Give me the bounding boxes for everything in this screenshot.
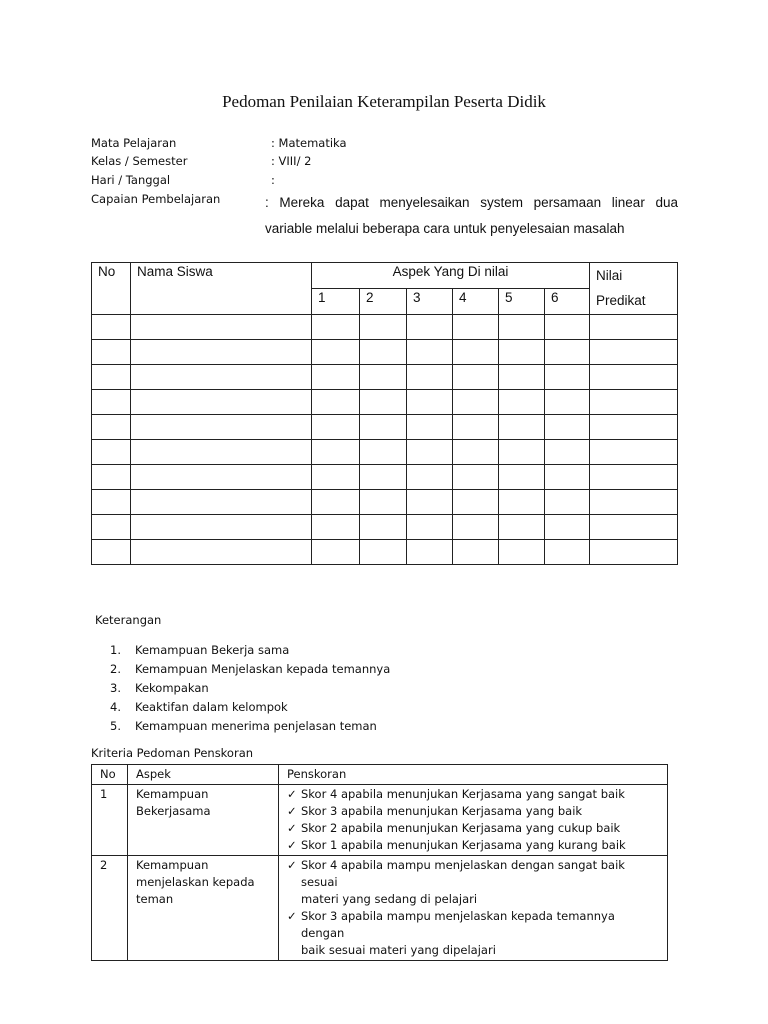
- info-label: Hari / Tanggal: [91, 173, 171, 187]
- table-cell: [312, 440, 360, 465]
- table-cell: [312, 490, 360, 515]
- header-aspek: Aspek Yang Di nilai: [312, 263, 590, 289]
- table-cell: [407, 465, 453, 490]
- header-nama-siswa: Nama Siswa: [131, 263, 312, 315]
- aspek-line: Bekerjasama: [136, 804, 211, 818]
- table-row: [92, 785, 668, 856]
- table-cell: [545, 315, 590, 340]
- table-cell: [312, 315, 360, 340]
- table-cell: [360, 440, 407, 465]
- header-aspek-2: 2: [360, 289, 407, 315]
- list-text: Keaktifan dalam kelompok: [135, 700, 288, 714]
- list-text: Kemampuan Menjelaskan kepada temannya: [135, 662, 391, 676]
- table-cell: [92, 515, 131, 540]
- kriteria-no: 1: [92, 785, 128, 856]
- kriteria-aspek: [128, 856, 279, 961]
- table-row: [92, 340, 678, 365]
- table-cell: [453, 365, 499, 390]
- checkmark-icon: ✓: [287, 909, 297, 923]
- item-line: Skor 2 apabila menunjukan Kerjasama yang cukup baik: [301, 821, 621, 835]
- table-cell: [545, 390, 590, 415]
- table-cell: [590, 540, 678, 565]
- capaian-line-2: variable melalui beberapa cara untuk penyelesaian masalah: [265, 221, 625, 236]
- table-cell: [360, 315, 407, 340]
- table-cell: [312, 465, 360, 490]
- table-cell: [545, 465, 590, 490]
- table-cell: [590, 465, 678, 490]
- checkmark-icon: ✓: [287, 838, 297, 852]
- table-cell: [499, 415, 545, 440]
- kriteria-header-no: No: [92, 765, 128, 785]
- table-row: [92, 515, 678, 540]
- list-item: [110, 717, 390, 736]
- table-cell: [453, 440, 499, 465]
- checkmark-icon: ✓: [287, 787, 297, 801]
- header-no: No: [92, 263, 131, 315]
- item-line: Skor 1 apabila menunjukan Kerjasama yang kurang baik: [301, 838, 626, 852]
- aspek-line: menjelaskan kepada: [136, 875, 255, 889]
- table-cell: [407, 365, 453, 390]
- table-cell: [590, 365, 678, 390]
- table-cell: [92, 540, 131, 565]
- list-number: 3.: [110, 681, 121, 695]
- table-cell: [360, 490, 407, 515]
- table-cell: [453, 415, 499, 440]
- header-predikat: Predikat: [596, 293, 646, 308]
- table-cell: [92, 340, 131, 365]
- table-cell: [131, 340, 312, 365]
- table-cell: [92, 365, 131, 390]
- table-cell: [545, 340, 590, 365]
- kriteria-header-aspek: Aspek: [128, 765, 279, 785]
- assessment-table-body: [92, 315, 678, 565]
- table-cell: [131, 490, 312, 515]
- info-label: Kelas / Semester: [91, 154, 188, 168]
- table-cell: [407, 390, 453, 415]
- table-cell: [360, 515, 407, 540]
- table-cell: [312, 390, 360, 415]
- table-row: [92, 365, 678, 390]
- assessment-table: [91, 262, 678, 565]
- kriteria-table: [91, 764, 668, 961]
- info-label: Mata Pelajaran: [91, 136, 177, 150]
- table-cell: [131, 390, 312, 415]
- item-line: materi yang sedang di pelajari: [301, 892, 478, 906]
- aspek-line: Kemampuan: [136, 858, 209, 872]
- table-cell: [545, 490, 590, 515]
- table-cell: [131, 515, 312, 540]
- table-cell: [545, 365, 590, 390]
- table-cell: [312, 540, 360, 565]
- kriteria-penskoran: [279, 785, 668, 856]
- table-cell: [590, 390, 678, 415]
- info-label: Capaian Pembelajaran: [91, 192, 221, 206]
- table-cell: [499, 440, 545, 465]
- capaian-line-1: : Mereka dapat menyelesaikan system persamaan linear dua: [265, 195, 678, 210]
- table-row: [92, 465, 678, 490]
- header-aspek-6: 6: [545, 289, 590, 315]
- table-cell: [92, 315, 131, 340]
- checkmark-icon: ✓: [287, 804, 297, 818]
- table-row: [92, 315, 678, 340]
- table-cell: [590, 440, 678, 465]
- header-aspek-3: 3: [407, 289, 453, 315]
- table-cell: [407, 440, 453, 465]
- kriteria-penskoran: [279, 856, 668, 961]
- table-cell: [407, 515, 453, 540]
- table-cell: [453, 515, 499, 540]
- table-cell: [131, 315, 312, 340]
- table-cell: [407, 540, 453, 565]
- keterangan-title: Keterangan: [95, 613, 162, 627]
- list-item: [287, 857, 659, 908]
- keterangan-list: [110, 641, 390, 736]
- table-row: [92, 856, 668, 961]
- table-cell: [131, 365, 312, 390]
- table-cell: [360, 390, 407, 415]
- list-item: [287, 837, 659, 854]
- item-line: Skor 4 apabila menunjukan Kerjasama yang sangat baik: [301, 787, 625, 801]
- list-item: [110, 660, 390, 679]
- aspek-line: teman: [136, 892, 174, 906]
- table-cell: [590, 315, 678, 340]
- table-cell: [499, 465, 545, 490]
- checkmark-icon: ✓: [287, 858, 297, 872]
- list-item: [287, 908, 659, 959]
- table-row: [92, 440, 678, 465]
- item-line: baik sesuai materi yang dipelajari: [301, 943, 496, 957]
- table-cell: [453, 540, 499, 565]
- table-cell: [453, 340, 499, 365]
- table-cell: [590, 415, 678, 440]
- table-cell: [545, 515, 590, 540]
- table-cell: [407, 315, 453, 340]
- table-cell: [499, 365, 545, 390]
- list-item: [287, 786, 659, 803]
- table-cell: [453, 390, 499, 415]
- table-cell: [407, 415, 453, 440]
- list-item: [110, 679, 390, 698]
- list-item: [110, 698, 390, 717]
- table-cell: [131, 540, 312, 565]
- table-cell: [407, 490, 453, 515]
- table-cell: [312, 365, 360, 390]
- table-cell: [545, 440, 590, 465]
- list-text: Kemampuan Bekerja sama: [135, 643, 290, 657]
- table-cell: [92, 440, 131, 465]
- table-cell: [92, 490, 131, 515]
- table-cell: [453, 315, 499, 340]
- table-cell: [360, 340, 407, 365]
- info-value: : VIII/ 2: [271, 154, 312, 168]
- kriteria-title: Kriteria Pedoman Penskoran: [91, 746, 254, 760]
- table-cell: [312, 340, 360, 365]
- table-cell: [590, 490, 678, 515]
- table-cell: [453, 465, 499, 490]
- table-cell: [312, 515, 360, 540]
- table-cell: [360, 540, 407, 565]
- info-value: : Matematika: [271, 136, 347, 150]
- list-text: Kekompakan: [135, 681, 209, 695]
- item-line: Skor 3 apabila mampu menjelaskan kepada temannya dengan: [301, 909, 615, 940]
- table-cell: [312, 415, 360, 440]
- list-number: 4.: [110, 700, 121, 714]
- table-cell: [499, 490, 545, 515]
- list-item: [287, 803, 659, 820]
- header-nilai-predikat: [590, 263, 678, 315]
- list-text: Kemampuan menerima penjelasan teman: [135, 719, 377, 733]
- table-row: [92, 415, 678, 440]
- kriteria-header-penskoran: Penskoran: [279, 765, 668, 785]
- table-cell: [360, 415, 407, 440]
- table-cell: [131, 440, 312, 465]
- table-cell: [499, 515, 545, 540]
- table-cell: [131, 415, 312, 440]
- table-cell: [131, 465, 312, 490]
- table-cell: [499, 315, 545, 340]
- table-cell: [360, 465, 407, 490]
- checkmark-icon: ✓: [287, 821, 297, 835]
- aspek-line: Kemampuan: [136, 787, 209, 801]
- header-nilai: Nilai: [596, 268, 623, 283]
- item-line: Skor 3 apabila menunjukan Kerjasama yang baik: [301, 804, 583, 818]
- table-cell: [453, 490, 499, 515]
- table-cell: [92, 415, 131, 440]
- table-row: [92, 540, 678, 565]
- header-aspek-4: 4: [453, 289, 499, 315]
- table-cell: [499, 390, 545, 415]
- header-aspek-5: 5: [499, 289, 545, 315]
- table-row: [92, 390, 678, 415]
- table-row: [92, 490, 678, 515]
- page-title: Pedoman Penilaian Keterampilan Peserta Didik: [222, 92, 546, 111]
- list-number: 5.: [110, 719, 121, 733]
- table-cell: [360, 365, 407, 390]
- info-value: :: [271, 173, 275, 187]
- table-cell: [545, 540, 590, 565]
- table-cell: [545, 415, 590, 440]
- table-cell: [92, 390, 131, 415]
- list-number: 2.: [110, 662, 121, 676]
- table-cell: [407, 340, 453, 365]
- item-line: Skor 4 apabila mampu menjelaskan dengan sangat baik sesuai: [301, 858, 625, 889]
- header-aspek-1: 1: [312, 289, 360, 315]
- list-item: [287, 820, 659, 837]
- table-cell: [590, 340, 678, 365]
- kriteria-aspek: [128, 785, 279, 856]
- table-cell: [92, 465, 131, 490]
- kriteria-no: 2: [92, 856, 128, 961]
- table-cell: [590, 515, 678, 540]
- list-item: [110, 641, 390, 660]
- capaian-pembelajaran-text: [265, 190, 678, 242]
- table-cell: [499, 340, 545, 365]
- table-cell: [499, 540, 545, 565]
- list-number: 1.: [110, 643, 121, 657]
